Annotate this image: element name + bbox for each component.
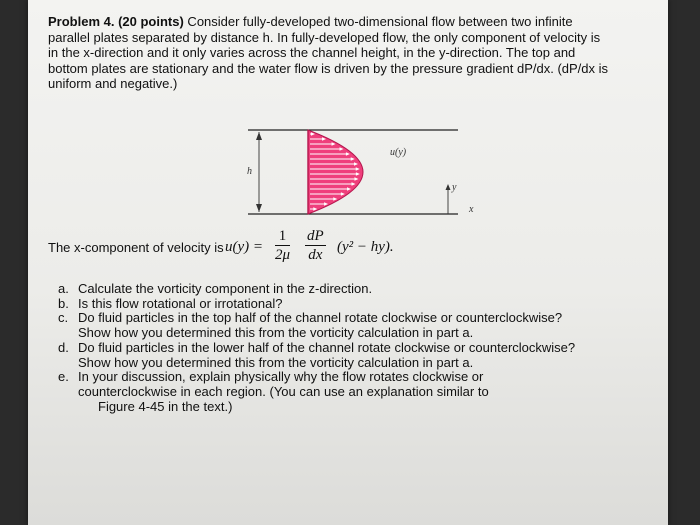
equation-lead-text: The x-component of velocity is [48,240,224,255]
question-marker: a. [58,281,69,296]
fraction-1-numerator: 1 [275,227,290,246]
height-arrow-bottom [256,204,262,212]
question-text: Do fluid particles in the top half of the channel rotate clockwise or counterclockwise? [78,310,563,326]
problem-heading: Problem 4. (20 points) [48,14,184,29]
y-axis-arrow [446,184,451,190]
question-text: Do fluid particles in the lower half of the channel rotate clockwise or counterclockwise? [78,339,576,355]
label-y: y [452,182,457,193]
problem-statement [48,14,608,92]
equation-rhs: (y² − hy). [337,239,394,255]
label-x: x [469,204,474,215]
question-marker: b. [58,295,69,311]
question-marker: d. [58,339,69,355]
question-text: Is this flow rotational or irrotational? [78,295,283,311]
fraction-2-numerator: dP [307,228,324,244]
question-d [58,341,598,370]
fraction-dp-dx [305,227,326,264]
question-c [58,311,598,340]
fraction-2-denominator: dx [308,247,323,263]
velocity-equation-line [48,227,608,271]
height-arrow-top [256,132,262,140]
question-text: Show how you determined this from the vorticity calculation in part a. [78,325,474,341]
question-a [58,282,598,297]
question-text: In your discussion, explain physically why the flow rotates clockwise or [78,369,484,385]
fraction-1-denominator: 2μ [275,247,291,263]
question-e [58,370,598,414]
channel-flow-diagram [196,118,496,228]
question-marker: e. [58,369,69,385]
question-text: Show how you determined this from the vorticity calculation in part a. [78,354,474,370]
label-u-of-y: u(y) [390,147,407,158]
question-text: Calculate the vorticity component in the z-direction. [78,281,373,296]
problem-intro: Consider fully-developed two-dimensional flow between two infinite parallel plates separated by distance h. In fully-developed flow, the only component of velocity is in the x-direction and it only varies across the channel height, in the y-direction. The top and bottom plates are stationary and the water flow is driven by the pressure gradient dP/dx. (dP/dx is uniform and negative.) [48,14,609,91]
question-marker: c. [58,310,69,326]
question-text: counterclockwise in each region. (You can use an explanation similar to [78,383,489,399]
question-text: Figure 4-45 in the text.) [98,398,233,414]
question-list [58,282,598,414]
paper-sheet [28,0,668,525]
velocity-profile [308,130,363,214]
channel-flow-figure [196,118,496,228]
question-b [58,297,598,312]
fraction-one-over-two-mu [275,227,290,264]
label-h: h [247,166,252,177]
equation-lhs: u(y) = [225,239,264,255]
